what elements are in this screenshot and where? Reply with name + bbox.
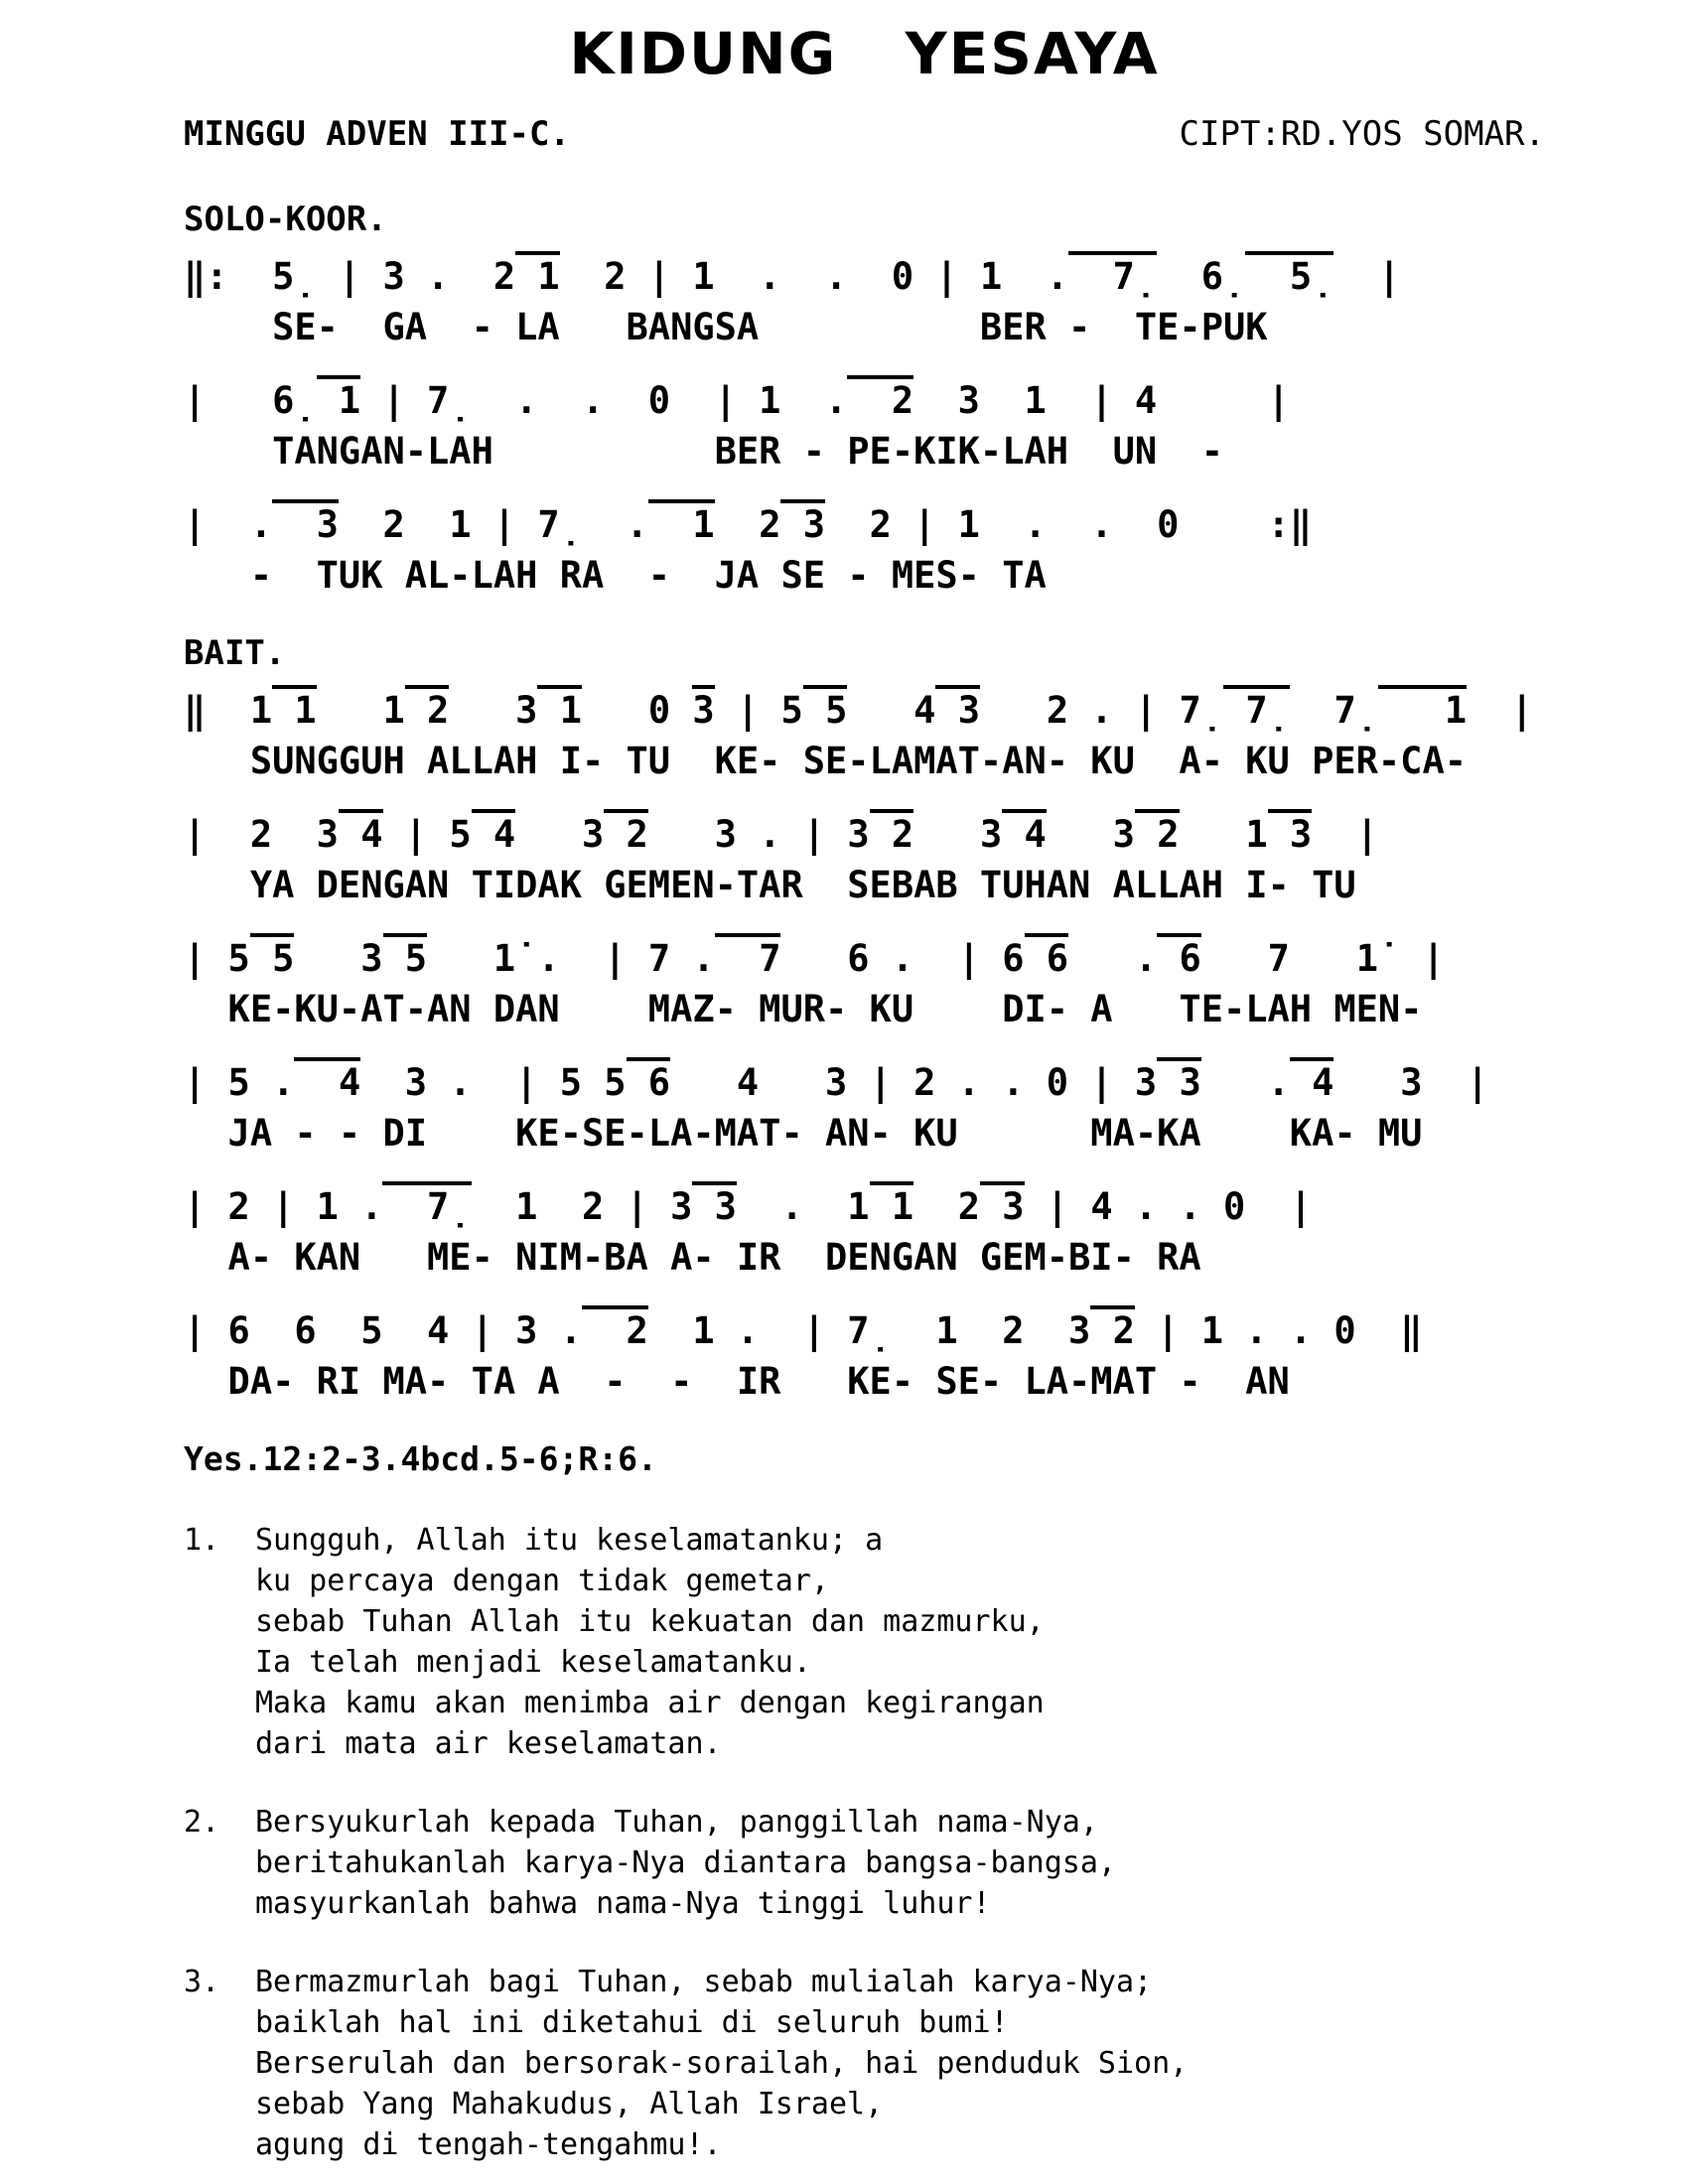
note-group: | 6 6 5 4 | 3 . bbox=[184, 1309, 582, 1352]
beamed-note-group: 6 bbox=[1025, 933, 1069, 980]
beamed-note-group: 5 bbox=[250, 933, 295, 980]
beamed-note-group: 5̣ bbox=[1245, 251, 1333, 298]
beamed-note-group: 1 bbox=[515, 251, 560, 298]
note-group: . 1 bbox=[736, 1185, 870, 1228]
notes-row bbox=[184, 688, 1545, 734]
beamed-note-group: 1 bbox=[317, 375, 361, 422]
note-group: . bbox=[1200, 1061, 1290, 1104]
verse-number: 2. bbox=[184, 1805, 220, 1840]
note-group: | bbox=[1467, 689, 1533, 732]
note-group: | 5 . bbox=[184, 1061, 295, 1104]
beamed-note-group: 6 bbox=[627, 1057, 671, 1104]
note-group: | bbox=[1333, 255, 1401, 298]
verse bbox=[184, 1802, 1545, 1924]
note-group: | 2 3 bbox=[184, 813, 339, 856]
lyrics-row: SUNGGUH ALLAH I- TU KE- SE-LAMAT-AN- KU A- KU PER-CA- bbox=[184, 740, 1468, 782]
verse bbox=[184, 1520, 1545, 1764]
verse-number: 3. bbox=[184, 1965, 220, 1999]
verse-line: sebab Yang Mahakudus, Allah Israel, bbox=[255, 2087, 884, 2121]
beamed-note-group: 3 bbox=[780, 499, 825, 546]
note-group: 2 . | 7̣ bbox=[980, 689, 1224, 732]
beamed-note-group: 2 bbox=[847, 375, 913, 422]
note-group: 6 . | 6 bbox=[780, 937, 1025, 980]
notes-row bbox=[184, 812, 1545, 858]
notes-row bbox=[184, 1184, 1545, 1230]
verse-line: Bersyukurlah kepada Tuhan, panggillah nama-Nya, bbox=[255, 1805, 1098, 1840]
beamed-note-group: 2 bbox=[1135, 809, 1180, 856]
note-group: 3 bbox=[1046, 813, 1135, 856]
note-group: | 5 bbox=[714, 689, 803, 732]
beamed-note-group: 3 bbox=[692, 685, 714, 732]
lyrics-row: DA- RI MA- TA A - - IR KE- SE- LA-MAT - AN bbox=[184, 1360, 1290, 1403]
section-heading-solo-koor: SOLO-KOOR. bbox=[184, 200, 387, 239]
verse-line: Maka kamu akan menimba air dengan kegirangan bbox=[255, 1686, 1045, 1720]
beamed-note-group: 4 bbox=[472, 809, 516, 856]
verse-line: beritahukanlah karya-Nya diantara bangsa-bangsa, bbox=[255, 1845, 1116, 1880]
lyrics-row: YA DENGAN TIDAK GEMEN-TAR SEBAB TUHAN ALLAH I- TU bbox=[184, 864, 1356, 906]
lyrics-row: TANGAN-LAH BER - PE-KIK-LAH UN - bbox=[184, 430, 1223, 473]
note-group: 1̇ . | 7 . bbox=[427, 937, 715, 980]
beamed-note-group: 7̣ bbox=[382, 1181, 471, 1228]
lyrics-row: KE-KU-AT-AN DAN MAZ- MUR- KU DI- A TE-LAH MEN- bbox=[184, 988, 1423, 1030]
verse-line: sebab Tuhan Allah itu kekuatan dan mazmurku, bbox=[255, 1604, 1045, 1639]
verses bbox=[184, 1520, 1545, 2165]
note-group: 2 bbox=[913, 1185, 980, 1228]
note-group: | 2 | 1 . bbox=[184, 1185, 383, 1228]
note-group: 1 . | 7̣ 1 2 3 bbox=[647, 1309, 1091, 1352]
note-group: 7̣ bbox=[1289, 689, 1379, 732]
note-group: | 5 bbox=[184, 937, 250, 980]
note-group: 3 . | 5 5 bbox=[360, 1061, 627, 1104]
beamed-note-group: 4 bbox=[1290, 1057, 1334, 1104]
notation-line bbox=[184, 378, 1545, 502]
verse bbox=[184, 1962, 1545, 2165]
note-group: 4 3 | 2 . . 0 | 3 bbox=[670, 1061, 1158, 1104]
verse-line: dari mata air keselamatan. bbox=[255, 1726, 722, 1761]
notes-row bbox=[184, 378, 1545, 424]
verse-line: Sungguh, Allah itu keselamatanku; a bbox=[255, 1523, 884, 1558]
beamed-note-group: 7̣ bbox=[1068, 251, 1157, 298]
beamed-note-group: 3 bbox=[935, 685, 980, 732]
beamed-note-group: 1 bbox=[870, 1181, 914, 1228]
beamed-note-group: 4 bbox=[1002, 809, 1047, 856]
beamed-note-group: 4 bbox=[339, 809, 383, 856]
note-group: 2 bbox=[714, 503, 781, 546]
beamed-note-group: 2 bbox=[604, 809, 648, 856]
beamed-note-group: 2 bbox=[870, 809, 914, 856]
beamed-note-group: 7̣ bbox=[1223, 685, 1290, 732]
note-group: | 5 bbox=[382, 813, 472, 856]
note-group: ‖ 1 bbox=[184, 689, 273, 732]
verse-line: masyurkanlah bahwa nama-Nya tinggi luhur! bbox=[255, 1886, 991, 1921]
scripture-reference: Yes.12:2-3.4bcd.5-6;R:6. bbox=[184, 1439, 657, 1478]
note-group: 3 . | 3 bbox=[647, 813, 870, 856]
note-group: 3 bbox=[294, 937, 383, 980]
beamed-note-group: 1 bbox=[537, 685, 582, 732]
beamed-note-group: 3 bbox=[1157, 1057, 1201, 1104]
note-group: 4 bbox=[847, 689, 936, 732]
lyrics-row: JA - - DI KE-SE-LA-MAT- AN- KU MA-KA KA- MU bbox=[184, 1112, 1423, 1155]
notes-row bbox=[184, 1308, 1545, 1354]
note-group: . bbox=[1068, 937, 1158, 980]
beamed-note-group: 5 bbox=[383, 933, 428, 980]
notes-row bbox=[184, 254, 1545, 300]
beamed-note-group: 1 bbox=[272, 685, 317, 732]
section-heading-bait: BAIT. bbox=[184, 633, 286, 673]
beamed-note-group: 2 bbox=[405, 685, 450, 732]
note-group: 3 bbox=[515, 813, 605, 856]
notes-row bbox=[184, 936, 1545, 982]
note-group: 2 | 1 . . 0 | 1 . bbox=[559, 255, 1069, 298]
note-group: 1 2 | 3 bbox=[471, 1185, 693, 1228]
verse-text bbox=[255, 1520, 1045, 1764]
beamed-note-group: 3 bbox=[980, 1181, 1025, 1228]
notation-line bbox=[184, 936, 1545, 1060]
verse-text bbox=[255, 1962, 1188, 2165]
notes-row bbox=[184, 502, 1545, 548]
verse-line: Ia telah menjadi keselamatanku. bbox=[255, 1645, 811, 1680]
beamed-note-group: 2 bbox=[582, 1305, 648, 1352]
note-group: 3 bbox=[913, 813, 1003, 856]
notation-line bbox=[184, 1308, 1545, 1433]
note-group: | bbox=[1312, 813, 1379, 856]
note-group: 7 1̇ | bbox=[1200, 937, 1445, 980]
beamed-note-group: 1 bbox=[1378, 685, 1467, 732]
beamed-note-group: 3 bbox=[692, 1181, 737, 1228]
composer-credit: CIPT:RD.YOS SOMAR. bbox=[1179, 114, 1545, 154]
note-group: 1 bbox=[316, 689, 405, 732]
note-group: | 1 . . 0 ‖ bbox=[1134, 1309, 1423, 1352]
notation-line bbox=[184, 254, 1545, 378]
page-title: KIDUNG YESAYA bbox=[569, 20, 1160, 87]
note-group: 0 bbox=[582, 689, 693, 732]
note-group: 3 1 | 4 | bbox=[913, 379, 1290, 422]
verse-line: Bermazmurlah bagi Tuhan, sebab mulialah karya-Nya; bbox=[255, 1965, 1153, 1999]
beamed-note-group: 4 bbox=[294, 1057, 360, 1104]
note-group: 3 bbox=[449, 689, 538, 732]
lyrics-row: A- KAN ME- NIM-BA A- IR DENGAN GEM-BI- RA bbox=[184, 1236, 1201, 1279]
verse-line: agung di tengah-tengahmu!. bbox=[255, 2127, 722, 2162]
beamed-note-group: 1 bbox=[648, 499, 715, 546]
note-group: ‖: 5̣ | 3 . 2 bbox=[184, 255, 516, 298]
note-group: 1 bbox=[1179, 813, 1268, 856]
note-group: 2 1 | 7̣ . bbox=[338, 503, 648, 546]
beamed-note-group: 2 bbox=[1090, 1305, 1135, 1352]
beamed-note-group: 5 bbox=[803, 685, 848, 732]
note-group: 6̣ bbox=[1157, 255, 1246, 298]
beamed-note-group: 6 bbox=[1157, 933, 1201, 980]
beamed-note-group: 3 bbox=[1268, 809, 1313, 856]
beamed-note-group: 3 bbox=[272, 499, 339, 546]
notes-row bbox=[184, 1060, 1545, 1106]
beamed-note-group: 7 bbox=[715, 933, 781, 980]
note-group: | 7̣ . . 0 | 1 . bbox=[360, 379, 848, 422]
notation-line bbox=[184, 1060, 1545, 1184]
verse-text bbox=[255, 1802, 1116, 1924]
note-group: 2 | 1 . . 0 :‖ bbox=[825, 503, 1313, 546]
verse-line: baiklah hal ini diketahui di seluruh bumi! bbox=[255, 2005, 1009, 2040]
liturgical-occasion: MINGGU ADVEN III-C. bbox=[184, 114, 570, 154]
lyrics-row: SE- GA - LA BANGSA BER - TE-PUK bbox=[184, 306, 1268, 348]
verse-line: ku percaya dengan tidak gemetar, bbox=[255, 1564, 829, 1598]
note-group: | 6̣ bbox=[184, 379, 317, 422]
bait-notation bbox=[184, 688, 1545, 1433]
note-group: | 4 . . 0 | bbox=[1024, 1185, 1313, 1228]
solo-koor-notation bbox=[184, 254, 1545, 626]
note-group: 3 | bbox=[1333, 1061, 1489, 1104]
lyrics-row: - TUK AL-LAH RA - JA SE - MES- TA bbox=[184, 554, 1047, 597]
verse-number: 1. bbox=[184, 1523, 220, 1558]
note-group: | . bbox=[184, 503, 273, 546]
header-row bbox=[184, 113, 1545, 155]
notation-line bbox=[184, 688, 1545, 812]
verse-line: Berserulah dan bersorak-sorailah, hai penduduk Sion, bbox=[255, 2046, 1189, 2081]
notation-line bbox=[184, 812, 1545, 936]
notation-line bbox=[184, 502, 1545, 626]
notation-line bbox=[184, 1184, 1545, 1308]
